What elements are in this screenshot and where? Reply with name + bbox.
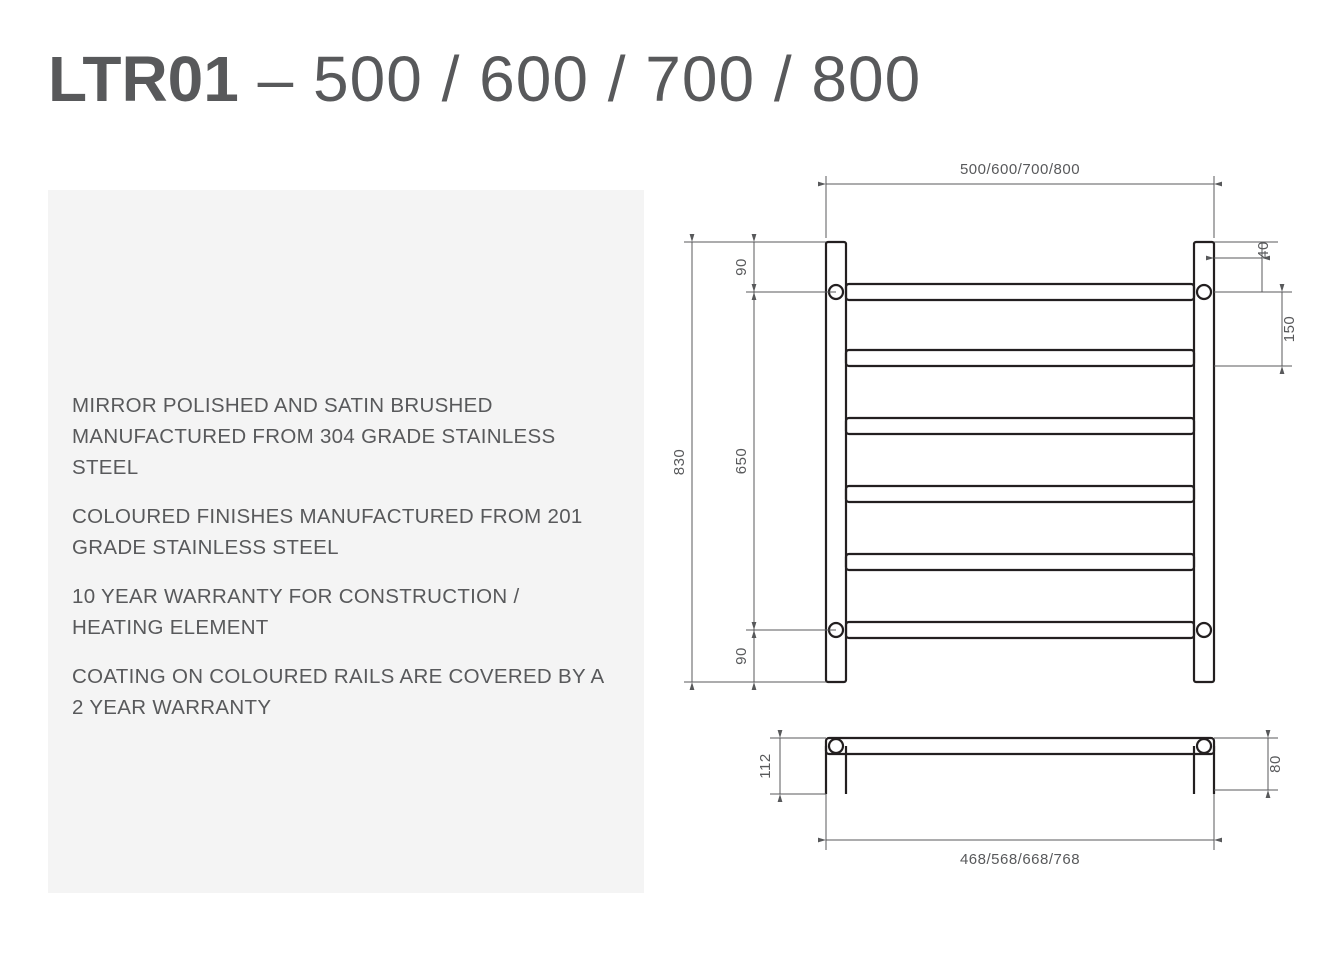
list-item: COLOURED FINISHES MANUFACTURED FROM 201 GRADE STAINLESS STEEL bbox=[72, 505, 583, 559]
front-view-dimensions bbox=[684, 176, 1292, 682]
side-bracket-right bbox=[1197, 739, 1211, 753]
rail-1 bbox=[846, 284, 1194, 300]
rail-4 bbox=[846, 486, 1194, 502]
rail-2 bbox=[846, 350, 1194, 366]
page-title-separator bbox=[239, 43, 258, 115]
side-bracket-left bbox=[829, 739, 843, 753]
dim-label-40: 40 bbox=[1255, 241, 1272, 259]
right-post bbox=[1194, 242, 1214, 682]
bracket-bottom-right bbox=[1197, 623, 1211, 637]
dim-label-150: 150 bbox=[1281, 315, 1298, 343]
front-view-dimension-labels bbox=[671, 161, 1298, 665]
page-title bbox=[48, 42, 921, 116]
rail-3 bbox=[846, 418, 1194, 434]
page-title-model: LTR01 bbox=[48, 43, 239, 115]
dim-label-90-top: 90 bbox=[733, 258, 750, 276]
dim-label-top-width: 500/600/700/800 bbox=[959, 161, 1081, 178]
page-title-dash: – bbox=[257, 43, 295, 115]
dim-label-112: 112 bbox=[757, 753, 774, 779]
dim-label-80: 80 bbox=[1267, 755, 1284, 773]
dim-label-bottom-width: 468/568/668/768 bbox=[959, 851, 1081, 868]
dim-label-650: 650 bbox=[733, 447, 750, 475]
page-title-sizes: 500 / 600 / 700 / 800 bbox=[313, 43, 922, 115]
rail-6 bbox=[846, 622, 1194, 638]
side-top-bar bbox=[826, 738, 1214, 754]
list-item: MIRROR POLISHED AND SATIN BRUSHED MANUFACTURED FROM 304 GRADE STAINLESS STEEL bbox=[72, 394, 556, 479]
info-list bbox=[72, 390, 612, 723]
page-title-space bbox=[294, 43, 313, 115]
list-item: COATING ON COLOURED RAILS ARE COVERED BY A 2 YEAR WARRANTY bbox=[72, 665, 604, 719]
technical-drawing bbox=[650, 150, 1310, 890]
dim-label-90-bottom: 90 bbox=[733, 647, 750, 665]
left-post bbox=[826, 242, 846, 682]
side-view-dimension-labels bbox=[757, 753, 1284, 868]
side-view-drawing bbox=[826, 738, 1214, 794]
dim-label-830: 830 bbox=[671, 448, 688, 476]
bracket-top-right bbox=[1197, 285, 1211, 299]
list-item: 10 YEAR WARRANTY FOR CONSTRUCTION / HEATING ELEMENT bbox=[72, 585, 520, 639]
rail-5 bbox=[846, 554, 1194, 570]
info-panel bbox=[48, 190, 644, 893]
front-view-drawing bbox=[826, 242, 1214, 682]
